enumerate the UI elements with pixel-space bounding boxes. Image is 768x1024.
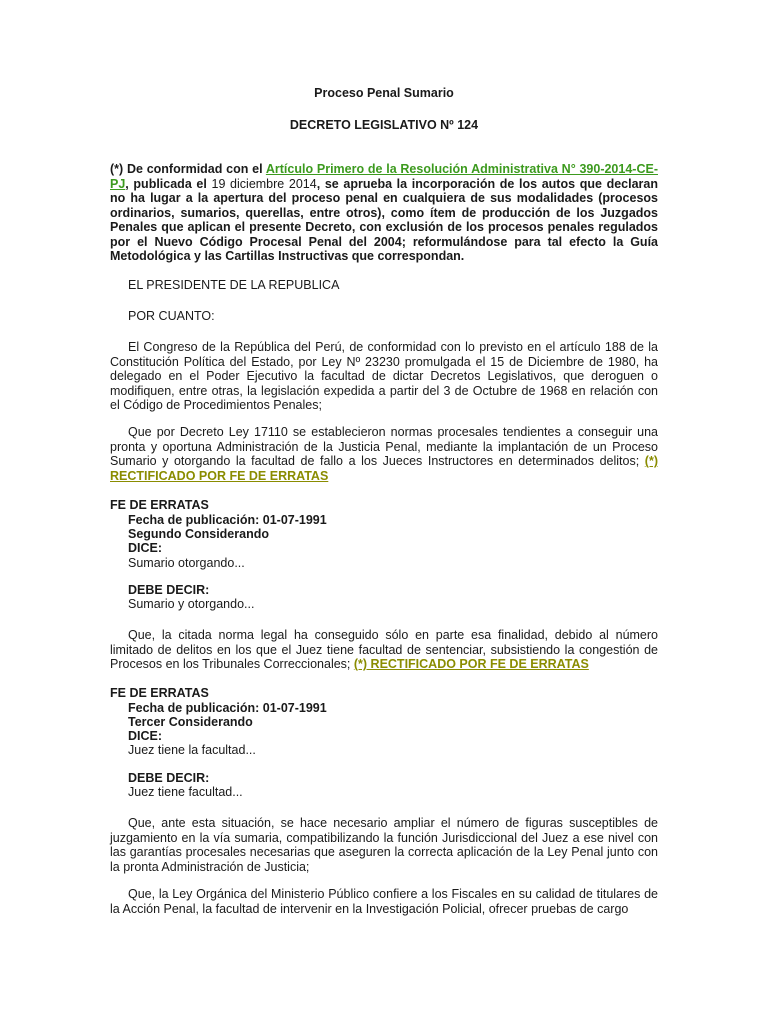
errata-dice-label-1: DICE: — [128, 541, 163, 555]
note-mid: , publicada el — [125, 176, 212, 191]
note-prefix: (*) De conformidad con el — [110, 162, 266, 176]
amendment-note — [110, 162, 658, 264]
errata-debe-text-2: Juez tiene facultad... — [128, 785, 243, 799]
errata-link-1[interactable]: (*) RECTIFICADO POR FE DE ERRATAS — [110, 454, 658, 483]
errata-debe-label-2: DEBE DECIR: — [128, 771, 210, 785]
document-title: Proceso Penal Sumario — [314, 86, 454, 100]
paragraph-decreto-ley — [110, 425, 658, 483]
note-rest: , se aprueba la incorporación de los autos que declaran no ha lugar a la apertura del proceso penal en cualquiera de sus modalidades (procesos ordinarios, sumarios, querellas, entre otros), como ítem de producción de los Juzgados Penales que aplican el presente Decreto, con exclusión de los procesos penales regulados por el Nuevo Código Procesal Penal del 2004; reformulándose para tal efecto la Guía Metodológica y las Cartillas Instructivas que correspondan. — [110, 176, 658, 263]
resolution-link[interactable]: Artículo Primero de la Resolución Administrativa N° 390-2014-CE-PJ — [110, 162, 658, 191]
por-cuanto-heading: POR CUANTO: — [128, 309, 215, 323]
paragraph-congreso: El Congreso de la República del Perú, de conformidad con lo previsto en el artículo 188 de la Constitución Política del Estado, por Ley Nº 23230 promulgada el 15 de Diciembre de 1980, ha delegado en el Poder Ejecutivo la facultad de dictar Decretos Legislativos, que deroguen o modifiquen, entre otras, la legislación expedida a partir del 3 de Octubre de 1968 en relación con el Código de Procedimientos Penales; — [110, 340, 658, 412]
paragraph-citada-norma-text: Que, la citada norma legal ha conseguido sólo en parte esa finalidad, debido al número limitado de delitos en los que el Juez tiene facultad de sentenciar, subsistiendo la congestión de Procesos en los Tribunales Correccionales; — [110, 628, 658, 671]
paragraph-ministerio-publico: Que, la Ley Orgánica del Ministerio Público confiere a los Fiscales en su calidad de titulares de la Acción Penal, la facultad de intervenir en la Investigación Policial, ofrecer pruebas de cargo — [110, 887, 658, 916]
errata-debe-label-1: DEBE DECIR: — [128, 583, 210, 597]
errata-debe-text-1: Sumario y otorgando... — [128, 597, 255, 611]
paragraph-decreto-ley-text: Que por Decreto Ley 17110 se establecieron normas procesales tendientes a conseguir una pronta y oportuna Administración de la Justicia Penal, mediante la implantación de un Proceso Sumario y otorgando la facultad de fallo a los Jueces Instructores en determinados delitos; — [110, 425, 658, 468]
errata-dice-label-2: DICE: — [128, 729, 163, 743]
errata-link-2[interactable]: (*) RECTIFICADO POR FE DE ERRATAS — [353, 657, 589, 671]
errata-considerando-2: Tercer Considerando — [128, 715, 253, 729]
errata-heading-1: FE DE ERRATAS — [110, 498, 209, 512]
president-heading: EL PRESIDENTE DE LA REPUBLICA — [128, 278, 340, 292]
errata-heading-2: FE DE ERRATAS — [110, 686, 209, 700]
errata-dice-text-2: Juez tiene la facultad... — [128, 743, 256, 757]
paragraph-situacion: Que, ante esta situación, se hace necesario ampliar el número de figuras susceptibles de juzgamiento en la vía sumaria, compatibilizando la función Jurisdiccional del Juez a ese nivel con las garantías procesales necesarias que aseguren la correcta aplicación de la Ley Penal junto con la pronta Administración de Justicia; — [110, 816, 658, 874]
paragraph-citada-norma — [110, 628, 658, 672]
note-date: 19 diciembre 2014 — [211, 176, 317, 191]
errata-date-2: Fecha de publicación: 01-07-1991 — [128, 701, 327, 715]
errata-dice-text-1: Sumario otorgando... — [128, 556, 245, 570]
decree-number: DECRETO LEGISLATIVO Nº 124 — [289, 118, 479, 132]
errata-considerando-1: Segundo Considerando — [128, 527, 269, 541]
errata-date-1: Fecha de publicación: 01-07-1991 — [128, 513, 327, 527]
